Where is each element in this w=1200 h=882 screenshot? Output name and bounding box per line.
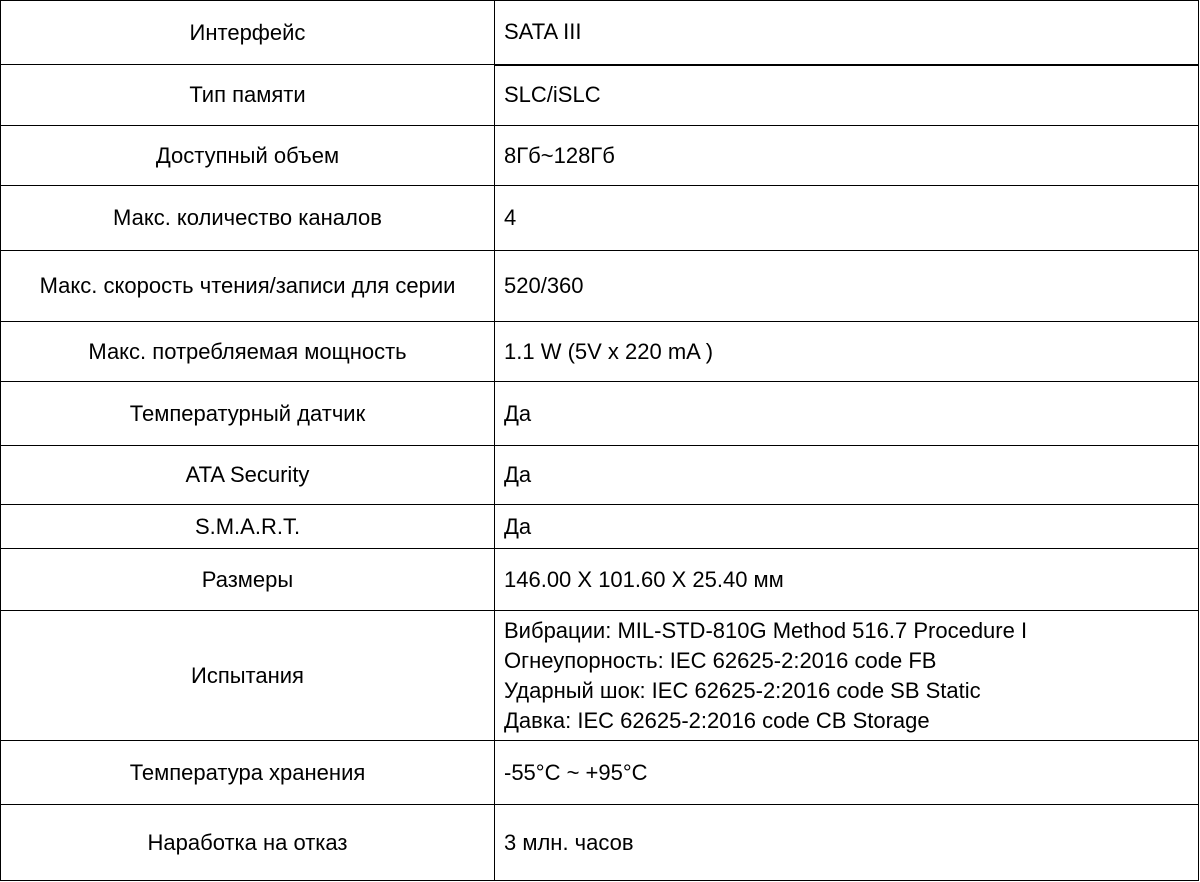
table-row — [1, 322, 1199, 382]
test-line: Огнеупорность: IEC 62625-2:2016 code FB — [504, 647, 937, 673]
row-value-multiline — [495, 611, 1199, 741]
row-label: Температурный датчик — [1, 382, 495, 446]
row-label: ATA Security — [1, 446, 495, 505]
table-row — [1, 1, 1199, 65]
row-value: -55°C ~ +95°C — [495, 741, 1199, 805]
test-line: Ударный шок: IEC 62625-2:2016 code SB Static — [504, 677, 981, 703]
row-label: Тип памяти — [1, 65, 495, 126]
row-label: Интерфейс — [1, 1, 495, 65]
row-label: Макс. количество каналов — [1, 186, 495, 251]
row-label: Доступный объем — [1, 126, 495, 186]
table-row — [1, 611, 1199, 741]
row-value: 520/360 — [495, 251, 1199, 322]
table-row — [1, 805, 1199, 881]
row-value: Да — [495, 382, 1199, 446]
row-value: 3 млн. часов — [495, 805, 1199, 881]
row-value: Да — [495, 446, 1199, 505]
row-value: 8Гб~128Гб — [495, 126, 1199, 186]
table-row — [1, 741, 1199, 805]
row-value: 1.1 W (5V x 220 mA ) — [495, 322, 1199, 382]
row-label: Макс. потребляемая мощность — [1, 322, 495, 382]
row-label: Испытания — [1, 611, 495, 741]
test-line: Вибрации: MIL-STD-810G Method 516.7 Procedure I — [504, 617, 1028, 643]
table-row — [1, 251, 1199, 322]
row-label: Температура хранения — [1, 741, 495, 805]
test-line: Давка: IEC 62625-2:2016 code CB Storage — [504, 707, 930, 733]
row-label: S.M.A.R.T. — [1, 505, 495, 549]
table-row — [1, 126, 1199, 186]
table-row — [1, 65, 1199, 126]
row-value: SLC/iSLC — [495, 65, 1199, 126]
row-value: 146.00 X 101.60 X 25.40 мм — [495, 549, 1199, 611]
row-value: 4 — [495, 186, 1199, 251]
table-row — [1, 382, 1199, 446]
table-row — [1, 186, 1199, 251]
row-label: Наработка на отказ — [1, 805, 495, 881]
row-label: Размеры — [1, 549, 495, 611]
row-label: Макс. скорость чтения/записи для серии — [1, 251, 495, 322]
table-row — [1, 505, 1199, 549]
table-row — [1, 446, 1199, 505]
table-row — [1, 549, 1199, 611]
row-value: SATA III — [495, 1, 1199, 65]
row-value: Да — [495, 505, 1199, 549]
